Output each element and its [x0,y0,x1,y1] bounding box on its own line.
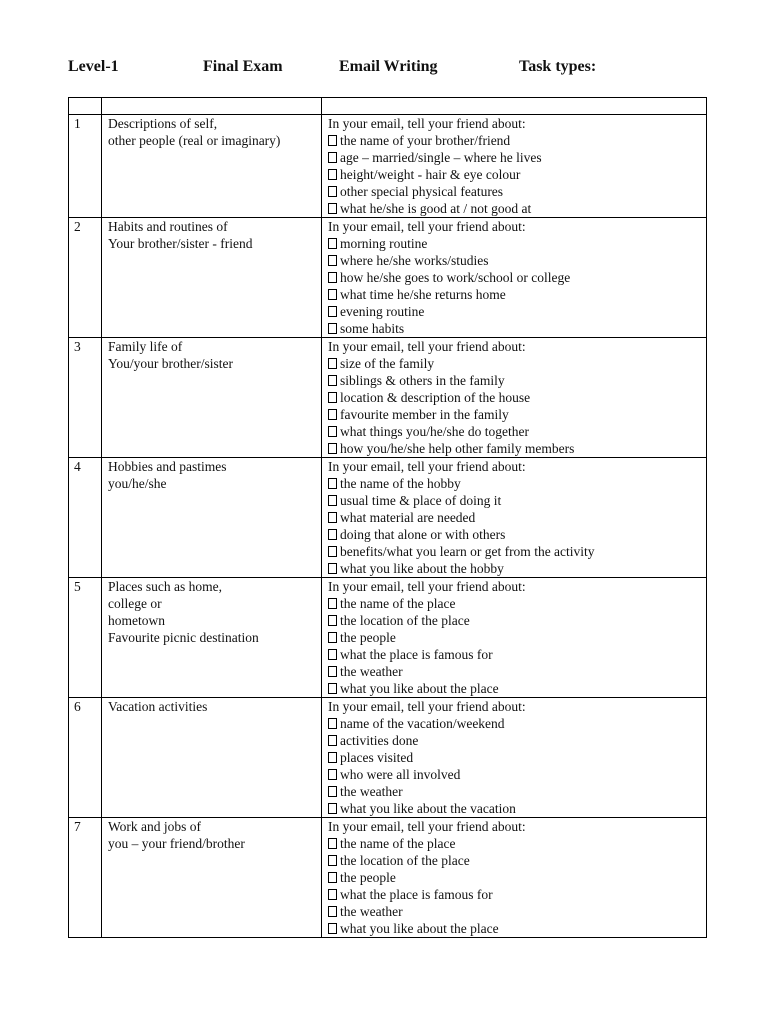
table-body [69,98,707,938]
topic-line: Your brother/sister - friend [108,236,253,251]
instruction-intro: In your email, tell your friend about: [328,579,526,594]
bullet-point [328,475,700,492]
row-number: 3 [69,338,102,458]
bullet-point [328,303,700,320]
row-number: 1 [69,115,102,218]
checkbox-bullet-icon [328,426,337,437]
checkbox-bullet-icon [328,358,337,369]
topic-line: you – your friend/brother [108,836,245,851]
checkbox-bullet-icon [328,615,337,626]
bullet-text: what the place is famous for [340,887,493,902]
row-number: 7 [69,818,102,938]
bullet-point [328,355,700,372]
checkbox-bullet-icon [328,683,337,694]
bullet-text: what he/she is good at / not good at [340,201,532,216]
checkbox-bullet-icon [328,169,337,180]
bullet-text: places visited [340,750,414,765]
checkbox-bullet-icon [328,769,337,780]
bullet-point [328,200,700,217]
bullet-point [328,715,700,732]
topic-cell [102,818,322,938]
bullet-point [328,749,700,766]
bullet-point [328,269,700,286]
bullet-point [328,320,700,337]
checkbox-bullet-icon [328,392,337,403]
topic-line: hometown [108,613,165,628]
bullet-text: favourite member in the family [340,407,509,422]
instructions-cell [322,218,707,338]
bullet-text: usual time & place of doing it [340,493,502,508]
bullet-point [328,886,700,903]
checkbox-bullet-icon [328,529,337,540]
topic-cell [102,115,322,218]
checkbox-bullet-icon [328,666,337,677]
topic-line: Favourite picnic destination [108,630,259,645]
topic-line: Habits and routines of [108,219,228,234]
bullet-point [328,543,700,560]
bullet-text: what the place is famous for [340,647,493,662]
bullet-point [328,252,700,269]
bullet-point [328,149,700,166]
checkbox-bullet-icon [328,186,337,197]
checkbox-bullet-icon [328,409,337,420]
bullet-text: height/weight - hair & eye colour [340,167,521,182]
bullet-point [328,732,700,749]
checkbox-bullet-icon [328,152,337,163]
bullet-text: what things you/he/she do together [340,424,529,439]
bullet-point [328,783,700,800]
bullet-point [328,680,700,697]
checkbox-bullet-icon [328,889,337,900]
row-number: 5 [69,578,102,698]
topic-line: Family life of [108,339,183,354]
row-number: 4 [69,458,102,578]
bullet-text: the name of the place [340,596,456,611]
instruction-intro: In your email, tell your friend about: [328,116,526,131]
topic-cell [102,458,322,578]
table-header-row [69,98,707,115]
bullet-point [328,560,700,577]
bullet-point [328,389,700,406]
checkbox-bullet-icon [328,718,337,729]
bullet-point [328,629,700,646]
checkbox-bullet-icon [328,238,337,249]
section-title: Email Writing [339,58,438,75]
checkbox-bullet-icon [328,272,337,283]
bullet-point [328,423,700,440]
bullet-text: what you like about the hobby [340,561,504,576]
checkbox-bullet-icon [328,752,337,763]
table-row [69,698,707,818]
bullet-text: location & description of the house [340,390,531,405]
row-number: 6 [69,698,102,818]
topic-line: you/he/she [108,476,167,491]
bullet-text: siblings & others in the family [340,373,505,388]
checkbox-bullet-icon [328,443,337,454]
checkbox-bullet-icon [328,255,337,266]
checkbox-bullet-icon [328,872,337,883]
bullet-text: what you like about the place [340,921,499,936]
bullet-text: the name of the place [340,836,456,851]
bullet-point [328,509,700,526]
bullet-point [328,286,700,303]
checkbox-bullet-icon [328,495,337,506]
bullet-text: the location of the place [340,853,470,868]
instruction-intro: In your email, tell your friend about: [328,819,526,834]
checkbox-bullet-icon [328,923,337,934]
bullet-text: the name of your brother/friend [340,133,511,148]
table-row [69,115,707,218]
topic-cell [102,578,322,698]
checkbox-bullet-icon [328,512,337,523]
bullet-text: the location of the place [340,613,470,628]
bullet-text: evening routine [340,304,425,319]
bullet-point [328,852,700,869]
bullet-text: the people [340,870,396,885]
topic-line: other people (real or imaginary) [108,133,281,148]
bullet-point [328,920,700,937]
bullet-point [328,440,700,457]
header-cell-points [322,98,707,115]
checkbox-bullet-icon [328,306,337,317]
topic-line: Vacation activities [108,699,208,714]
bullet-point [328,835,700,852]
table-row [69,818,707,938]
bullet-point [328,166,700,183]
bullet-text: activities done [340,733,419,748]
page-header [0,58,768,82]
checkbox-bullet-icon [328,323,337,334]
header-cell-num [69,98,102,115]
instruction-intro: In your email, tell your friend about: [328,339,526,354]
topic-line: Work and jobs of [108,819,202,834]
bullet-text: benefits/what you learn or get from the activity [340,544,595,559]
bullet-point [328,183,700,200]
bullet-point [328,132,700,149]
bullet-text: morning routine [340,236,428,251]
bullet-text: the name of the hobby [340,476,461,491]
instruction-intro: In your email, tell your friend about: [328,699,526,714]
bullet-point [328,406,700,423]
level-title: Level-1 [68,58,119,75]
checkbox-bullet-icon [328,563,337,574]
table-row [69,458,707,578]
table-row [69,338,707,458]
instructions-cell [322,338,707,458]
task-types-title: Task types: [519,58,597,75]
bullet-point [328,800,700,817]
bullet-point [328,372,700,389]
bullet-text: what you like about the place [340,681,499,696]
checkbox-bullet-icon [328,786,337,797]
bullet-point [328,663,700,680]
topic-line: You/your brother/sister [108,356,234,371]
bullet-text: what material are needed [340,510,476,525]
bullet-point [328,646,700,663]
instructions-cell [322,458,707,578]
instructions-cell [322,578,707,698]
instructions-cell [322,818,707,938]
bullet-text: the weather [340,784,403,799]
bullet-text: the weather [340,904,403,919]
instructions-cell [322,115,707,218]
topic-line: Places such as home, [108,579,222,594]
checkbox-bullet-icon [328,375,337,386]
checkbox-bullet-icon [328,632,337,643]
bullet-text: doing that alone or with others [340,527,506,542]
topic-line: college or [108,596,162,611]
checkbox-bullet-icon [328,203,337,214]
bullet-text: some habits [340,321,405,336]
checkbox-bullet-icon [328,838,337,849]
bullet-text: how he/she goes to work/school or college [340,270,571,285]
instruction-intro: In your email, tell your friend about: [328,219,526,234]
instructions-cell [322,698,707,818]
table-row [69,578,707,698]
checkbox-bullet-icon [328,598,337,609]
bullet-text: what you like about the vacation [340,801,516,816]
table-row [69,218,707,338]
bullet-point [328,492,700,509]
header-cell-topic [102,98,322,115]
bullet-text: who were all involved [340,767,461,782]
bullet-text: other special physical features [340,184,504,199]
bullet-text: age – married/single – where he lives [340,150,542,165]
bullet-point [328,766,700,783]
instruction-intro: In your email, tell your friend about: [328,459,526,474]
topic-cell [102,218,322,338]
bullet-point [328,595,700,612]
bullet-point [328,235,700,252]
exam-title: Final Exam [203,58,283,75]
bullet-point [328,612,700,629]
bullet-text: how you/he/she help other family members [340,441,575,456]
checkbox-bullet-icon [328,906,337,917]
bullet-text: name of the vacation/weekend [340,716,505,731]
checkbox-bullet-icon [328,135,337,146]
checkbox-bullet-icon [328,855,337,866]
checkbox-bullet-icon [328,803,337,814]
checkbox-bullet-icon [328,478,337,489]
bullet-point [328,869,700,886]
task-types-table [68,97,707,938]
row-number: 2 [69,218,102,338]
checkbox-bullet-icon [328,546,337,557]
topic-line: Descriptions of self, [108,116,218,131]
bullet-point [328,526,700,543]
checkbox-bullet-icon [328,649,337,660]
bullet-text: size of the family [340,356,435,371]
bullet-point [328,903,700,920]
topic-line: Hobbies and pastimes [108,459,227,474]
bullet-text: the weather [340,664,403,679]
bullet-text: the people [340,630,396,645]
topic-cell [102,698,322,818]
topic-cell [102,338,322,458]
checkbox-bullet-icon [328,289,337,300]
checkbox-bullet-icon [328,735,337,746]
bullet-text: where he/she works/studies [340,253,489,268]
bullet-text: what time he/she returns home [340,287,506,302]
